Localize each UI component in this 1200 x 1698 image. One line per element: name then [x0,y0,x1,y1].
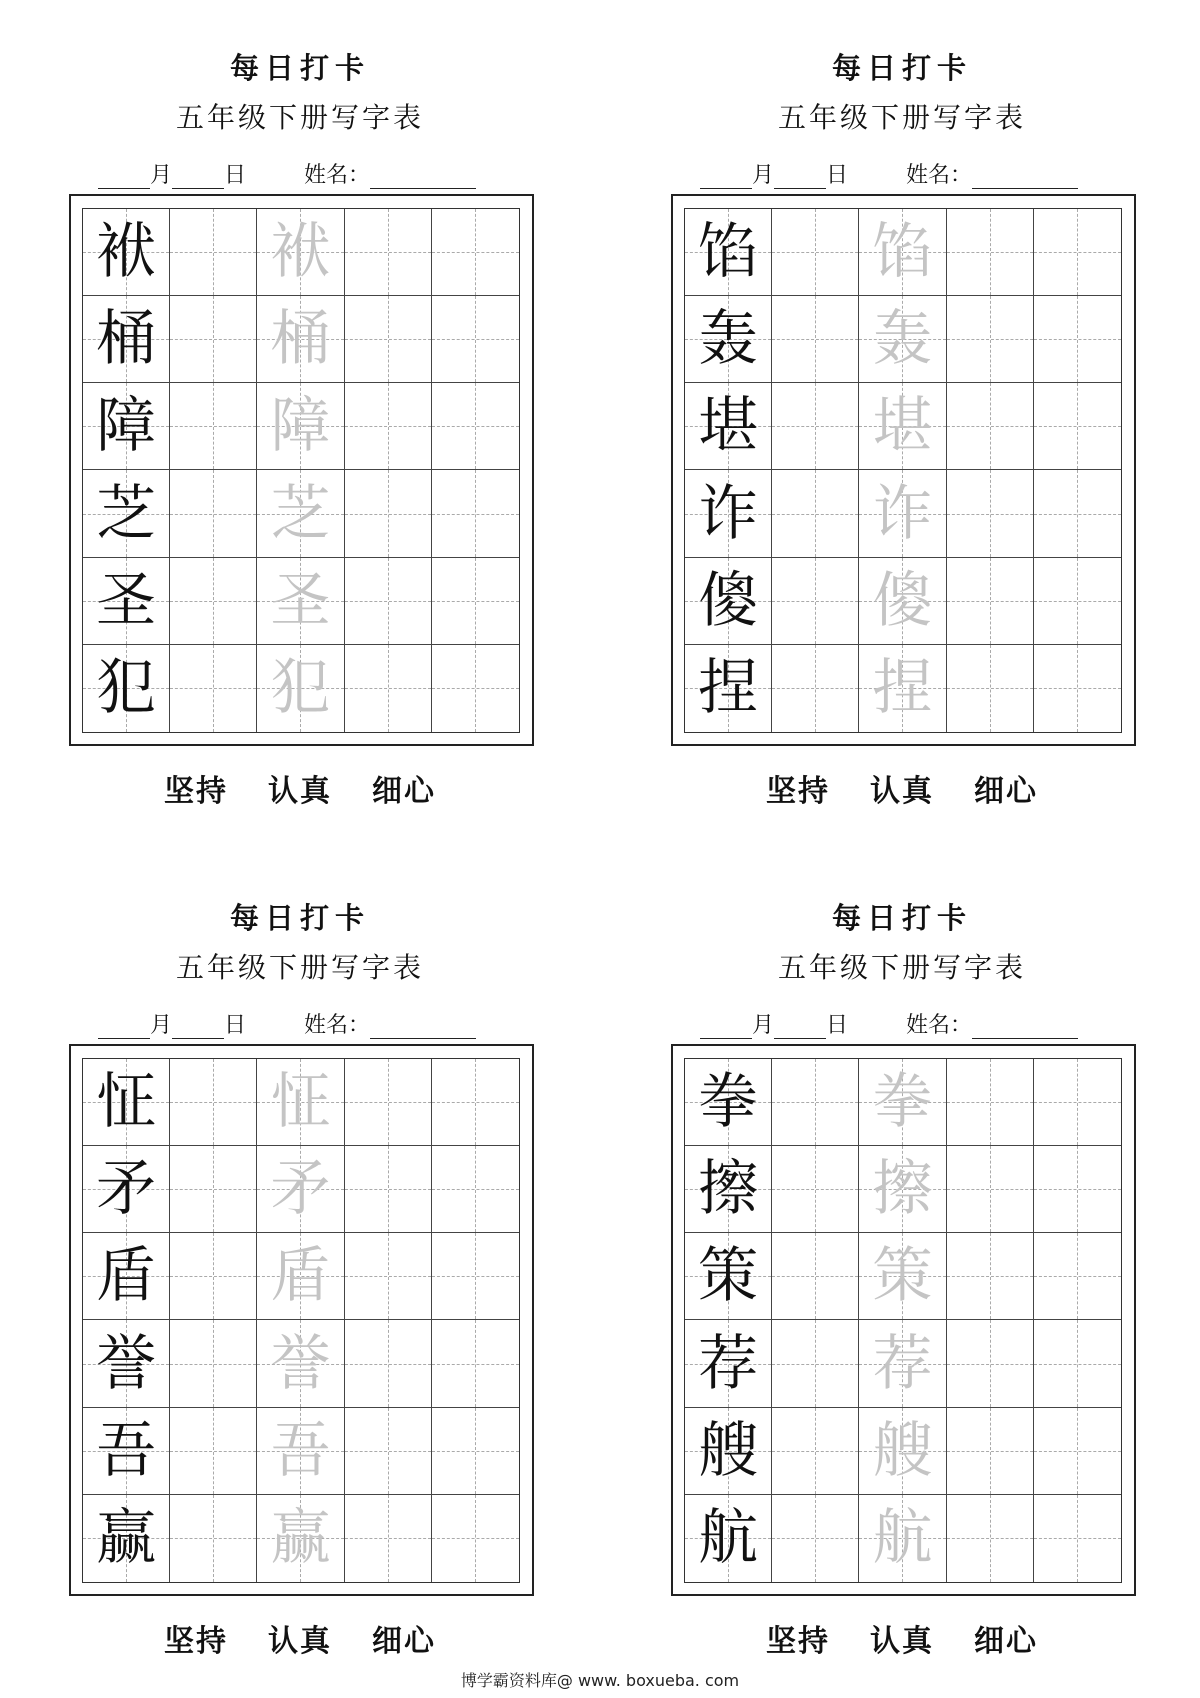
name-label: 姓名： [906,163,973,188]
card-title: 每日打卡 [831,901,972,935]
model-character-cell [83,470,170,557]
month-blank[interactable] [700,165,752,189]
motto-word: 细心 [974,774,1038,809]
trace-character-cell [859,1233,946,1320]
tianzige-grid [684,1058,1122,1583]
motto-line [0,1616,600,1660]
card-subtitle: 五年级下册写字表 [777,101,1026,134]
model-character: 犯 [96,653,157,724]
trace-character: 馅 [872,217,933,288]
practice-cell[interactable] [170,558,257,645]
card-subtitle: 五年级下册写字表 [777,951,1026,984]
practice-cell[interactable] [432,1059,519,1146]
motto-word: 坚持 [164,1624,228,1659]
motto-word: 认真 [268,1624,332,1659]
model-character-cell [685,470,772,557]
trace-character-cell [257,558,344,645]
model-character-cell [685,209,772,296]
practice-cell[interactable] [432,558,519,645]
practice-cell[interactable] [170,1320,257,1407]
practice-cell[interactable] [345,470,432,557]
practice-cell[interactable] [345,1320,432,1407]
trace-character: 航 [872,1503,933,1574]
model-character: 圣 [96,565,157,636]
trace-character-cell [859,645,946,732]
practice-cell[interactable] [345,383,432,470]
month-label: 月 [150,1013,173,1038]
motto-word: 认真 [870,1624,934,1659]
card-title: 每日打卡 [229,51,370,85]
trace-character-cell [257,1233,344,1320]
practice-cell[interactable] [772,296,859,383]
practice-cell[interactable] [772,1059,859,1146]
trace-character: 袱 [270,217,331,288]
practice-cell[interactable] [170,1059,257,1146]
tianzige-grid [82,208,520,733]
model-character-cell [685,1495,772,1582]
practice-cell[interactable] [170,1495,257,1582]
trace-character: 障 [270,391,331,462]
name-blank[interactable] [370,1015,476,1039]
model-character-cell [83,1408,170,1495]
practice-cell[interactable] [772,558,859,645]
trace-character: 艘 [872,1415,933,1486]
trace-character-cell [859,1495,946,1582]
model-character: 捏 [698,653,759,724]
worksheet-card [602,850,1200,1698]
trace-character: 捏 [872,653,933,724]
model-character-cell [685,558,772,645]
trace-character-cell [859,558,946,645]
practice-cell[interactable] [432,383,519,470]
trace-character: 犯 [270,653,331,724]
trace-character-cell [257,1146,344,1233]
practice-cell[interactable] [1034,1059,1121,1146]
practice-cell[interactable] [947,1146,1034,1233]
model-character: 赢 [96,1503,157,1574]
practice-cell[interactable] [345,209,432,296]
practice-cell[interactable] [345,1495,432,1582]
model-character-cell [685,296,772,383]
trace-character: 堪 [872,391,933,462]
day-blank[interactable] [172,165,224,189]
motto-word: 细心 [372,774,436,809]
practice-cell[interactable] [170,1146,257,1233]
model-character: 荐 [698,1328,759,1399]
day-blank[interactable] [774,165,826,189]
trace-character-cell [859,1146,946,1233]
trace-character-cell [859,383,946,470]
model-character: 桶 [96,304,157,375]
name-blank[interactable] [370,165,476,189]
tianzige-grid [82,1058,520,1583]
practice-cell[interactable] [1034,558,1121,645]
date-name-line [700,158,1140,190]
trace-character-cell [257,296,344,383]
practice-cell[interactable] [947,558,1034,645]
model-character-cell [83,383,170,470]
day-label: 日 [224,163,247,188]
model-character-cell [685,383,772,470]
name-blank[interactable] [972,1015,1078,1039]
practice-cell[interactable] [772,1233,859,1320]
practice-cell[interactable] [947,1408,1034,1495]
day-blank[interactable] [774,1015,826,1039]
practice-cell[interactable] [345,558,432,645]
practice-cell[interactable] [1034,209,1121,296]
practice-cell[interactable] [345,1059,432,1146]
trace-character-cell [257,1495,344,1582]
practice-cell[interactable] [170,209,257,296]
trace-character-cell [859,1320,946,1407]
trace-character-cell [859,296,946,383]
model-character: 矛 [96,1154,157,1225]
month-label: 月 [752,163,775,188]
worksheet-card [0,0,600,850]
trace-character: 傻 [872,565,933,636]
model-character-cell [83,1233,170,1320]
month-blank[interactable] [700,1015,752,1039]
trace-character: 诈 [872,478,933,549]
model-character-cell [83,645,170,732]
practice-cell[interactable] [772,1146,859,1233]
motto-word: 细心 [372,1624,436,1659]
day-label: 日 [826,163,849,188]
model-character: 轰 [698,304,759,375]
practice-cell[interactable] [1034,296,1121,383]
card-subtitle: 五年级下册写字表 [175,951,424,984]
model-character-cell [685,1320,772,1407]
tianzige-grid [684,208,1122,733]
trace-character-cell [859,209,946,296]
trace-character: 怔 [270,1067,331,1138]
motto-word: 细心 [974,1624,1038,1659]
motto-line [0,766,600,810]
trace-character: 拳 [872,1067,933,1138]
trace-character: 圣 [270,565,331,636]
card-subtitle: 五年级下册写字表 [175,101,424,134]
name-label: 姓名： [304,163,371,188]
motto-word: 坚持 [164,774,228,809]
model-character-cell [83,1495,170,1582]
practice-cell[interactable] [947,1233,1034,1320]
trace-character: 桶 [270,304,331,375]
motto-word: 认真 [268,774,332,809]
model-character-cell [685,1146,772,1233]
practice-cell[interactable] [1034,1408,1121,1495]
practice-cell[interactable] [170,296,257,383]
practice-cell[interactable] [772,1320,859,1407]
practice-cell[interactable] [432,470,519,557]
model-character: 航 [698,1503,759,1574]
trace-character: 擦 [872,1154,933,1225]
trace-character-cell [257,209,344,296]
trace-character-cell [859,470,946,557]
model-character: 怔 [96,1067,157,1138]
model-character-cell [685,645,772,732]
trace-character: 轰 [872,304,933,375]
model-character-cell [83,209,170,296]
practice-cell[interactable] [170,1233,257,1320]
model-character: 誉 [96,1328,157,1399]
date-name-line [98,1008,538,1040]
practice-cell[interactable] [1034,1146,1121,1233]
practice-cell[interactable] [772,383,859,470]
practice-cell[interactable] [1034,470,1121,557]
trace-character-cell [257,470,344,557]
practice-cell[interactable] [947,470,1034,557]
practice-cell[interactable] [772,1495,859,1582]
month-label: 月 [752,1013,775,1038]
practice-cell[interactable] [1034,1233,1121,1320]
model-character-cell [685,1408,772,1495]
model-character: 吾 [96,1415,157,1486]
model-character: 傻 [698,565,759,636]
practice-cell[interactable] [947,296,1034,383]
practice-cell[interactable] [1034,1495,1121,1582]
practice-cell[interactable] [772,645,859,732]
model-character: 诈 [698,478,759,549]
model-character-cell [83,296,170,383]
motto-line [602,1616,1200,1660]
month-label: 月 [150,163,173,188]
practice-cell[interactable] [345,296,432,383]
worksheet-card [0,850,600,1698]
worksheet-card [602,0,1200,850]
model-character: 芝 [96,478,157,549]
practice-cell[interactable] [772,470,859,557]
model-character: 馅 [698,217,759,288]
practice-cell[interactable] [432,1495,519,1582]
model-character-cell [83,1059,170,1146]
name-label: 姓名： [304,1013,371,1038]
practice-cell[interactable] [1034,645,1121,732]
practice-cell[interactable] [1034,1320,1121,1407]
practice-cell[interactable] [772,209,859,296]
model-character-cell [83,1320,170,1407]
trace-character: 芝 [270,478,331,549]
practice-cell[interactable] [432,296,519,383]
model-character-cell [83,1146,170,1233]
model-character: 障 [96,391,157,462]
trace-character: 赢 [270,1503,331,1574]
motto-line [602,766,1200,810]
practice-cell[interactable] [432,1320,519,1407]
trace-character-cell [257,1059,344,1146]
date-name-line [700,1008,1140,1040]
card-title: 每日打卡 [229,901,370,935]
model-character-cell [685,1059,772,1146]
practice-cell[interactable] [345,645,432,732]
trace-character: 吾 [270,1415,331,1486]
name-blank[interactable] [972,165,1078,189]
practice-cell[interactable] [947,209,1034,296]
motto-word: 坚持 [766,1624,830,1659]
trace-character: 矛 [270,1154,331,1225]
practice-cell[interactable] [772,1408,859,1495]
practice-cell[interactable] [345,1408,432,1495]
trace-character: 策 [872,1241,933,1312]
practice-cell[interactable] [432,1408,519,1495]
practice-cell[interactable] [432,1233,519,1320]
model-character: 擦 [698,1154,759,1225]
day-blank[interactable] [172,1015,224,1039]
day-label: 日 [224,1013,247,1038]
date-name-line [98,158,538,190]
month-blank[interactable] [98,165,150,189]
trace-character: 荐 [872,1328,933,1399]
trace-character: 盾 [270,1241,331,1312]
practice-cell[interactable] [432,645,519,732]
practice-cell[interactable] [1034,383,1121,470]
footer-watermark: 博学霸资料库@ www. boxueba. com [460,1671,740,1690]
practice-cell[interactable] [170,1408,257,1495]
name-label: 姓名： [906,1013,973,1038]
motto-word: 认真 [870,774,934,809]
model-character: 堪 [698,391,759,462]
practice-cell[interactable] [947,645,1034,732]
trace-character-cell [859,1408,946,1495]
trace-character-cell [257,1408,344,1495]
practice-cell[interactable] [947,1059,1034,1146]
model-character: 艘 [698,1415,759,1486]
month-blank[interactable] [98,1015,150,1039]
model-character: 袱 [96,217,157,288]
trace-character-cell [257,383,344,470]
practice-cell[interactable] [432,1146,519,1233]
model-character: 盾 [96,1241,157,1312]
practice-cell[interactable] [170,645,257,732]
card-title: 每日打卡 [831,51,972,85]
model-character: 拳 [698,1067,759,1138]
practice-cell[interactable] [432,209,519,296]
trace-character-cell [859,1059,946,1146]
trace-character-cell [257,645,344,732]
practice-cell[interactable] [345,1146,432,1233]
trace-character-cell [257,1320,344,1407]
day-label: 日 [826,1013,849,1038]
practice-cell[interactable] [947,1320,1034,1407]
model-character-cell [83,558,170,645]
model-character: 策 [698,1241,759,1312]
practice-cell[interactable] [947,383,1034,470]
practice-cell[interactable] [170,470,257,557]
practice-cell[interactable] [170,383,257,470]
motto-word: 坚持 [766,774,830,809]
trace-character: 誉 [270,1328,331,1399]
practice-cell[interactable] [345,1233,432,1320]
model-character-cell [685,1233,772,1320]
practice-cell[interactable] [947,1495,1034,1582]
